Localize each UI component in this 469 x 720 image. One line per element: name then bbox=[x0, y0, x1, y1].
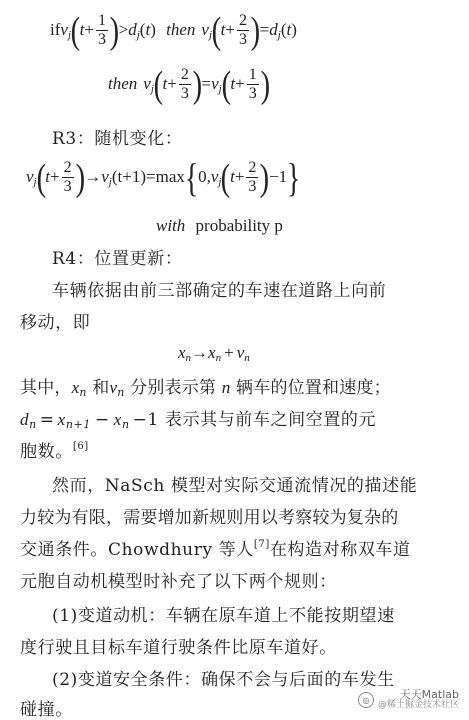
var-t: t bbox=[45, 166, 50, 186]
list-item-text: 度行驶且目标车道行驶条件比原车道好。 bbox=[20, 638, 337, 658]
var-d: d bbox=[269, 19, 278, 39]
var-v: v bbox=[201, 19, 209, 39]
sub-n: n bbox=[244, 352, 250, 364]
sub-j: j bbox=[150, 82, 154, 95]
var-d: d bbox=[128, 19, 137, 39]
var-v: v bbox=[143, 73, 151, 93]
right-paren: ) bbox=[260, 64, 270, 106]
plus-sign: + bbox=[224, 343, 234, 362]
list-item-text: 碰撞。 bbox=[20, 700, 73, 720]
left-paren: ( bbox=[221, 157, 231, 199]
paragraph-line bbox=[20, 503, 398, 528]
denominator: 3 bbox=[248, 85, 257, 102]
list-item bbox=[20, 695, 73, 720]
var-x: x bbox=[113, 410, 122, 429]
sub-n: n bbox=[29, 418, 37, 431]
paragraph-line bbox=[20, 535, 411, 560]
var-v: v bbox=[236, 343, 245, 362]
plus-sign: + bbox=[235, 73, 245, 93]
right-paren: ) bbox=[192, 64, 202, 106]
equals-sign: = bbox=[201, 73, 212, 93]
paragraph-line bbox=[52, 276, 386, 301]
numerator: 1 bbox=[97, 12, 106, 30]
sub-j: j bbox=[108, 175, 112, 188]
left-brace: { bbox=[184, 155, 199, 200]
numerator: 2 bbox=[180, 66, 189, 84]
plus-sign: + bbox=[84, 19, 94, 39]
right-paren: ) bbox=[260, 157, 270, 199]
paragraph-text: 元胞自动机模型时补充了以下两个规则： bbox=[20, 572, 337, 592]
var-t: t bbox=[162, 73, 168, 93]
left-paren: ( bbox=[211, 10, 222, 52]
fraction-one-third bbox=[247, 67, 259, 103]
if-keyword: if bbox=[50, 19, 61, 39]
right-paren: ) bbox=[109, 10, 120, 52]
left-paren: ( bbox=[36, 157, 46, 199]
watermark-title: 天天Matlab bbox=[399, 688, 459, 702]
right-paren: ) bbox=[75, 157, 85, 199]
greater-than: > bbox=[118, 19, 129, 39]
denominator: 3 bbox=[97, 31, 106, 48]
sub-j: j bbox=[218, 175, 222, 188]
equals-sign: = bbox=[259, 19, 270, 39]
fraction-two-thirds bbox=[246, 160, 258, 196]
equation-position-update bbox=[178, 343, 250, 364]
paragraph-text: 辆车的位置和速度； bbox=[236, 378, 391, 398]
var-t: t bbox=[220, 19, 226, 39]
plus-sign: + bbox=[167, 73, 177, 93]
probability-line bbox=[156, 216, 283, 236]
var-v: v bbox=[211, 73, 219, 93]
left-paren: ( bbox=[70, 10, 81, 52]
paragraph-line bbox=[52, 471, 417, 496]
zero-comma: 0, bbox=[198, 166, 211, 186]
numerator: 2 bbox=[239, 12, 247, 30]
equation-random-change bbox=[26, 155, 301, 200]
sub-n: n bbox=[185, 352, 192, 364]
sub-n: n bbox=[121, 418, 130, 431]
var-t: t bbox=[79, 19, 85, 39]
sub-j: j bbox=[67, 28, 71, 41]
right-brace: } bbox=[287, 155, 301, 200]
var-x: x bbox=[71, 378, 80, 397]
paragraph-text: 分别表示第 bbox=[130, 378, 217, 398]
var-d: d bbox=[20, 410, 30, 429]
fraction-two-thirds bbox=[62, 160, 74, 196]
minus-one: −1 bbox=[269, 166, 288, 186]
paragraph-text: 胞数。 bbox=[20, 442, 73, 462]
paragraph-text: 力较为有限，需要增加新规则用以考察较为复杂的 bbox=[20, 508, 399, 528]
sub-j: j bbox=[208, 28, 213, 41]
rule4-heading bbox=[52, 244, 182, 269]
numerator: 1 bbox=[248, 66, 257, 84]
var-x: x bbox=[208, 343, 216, 362]
numerator: 2 bbox=[248, 159, 257, 177]
t-plus-one: (t+1) bbox=[111, 166, 146, 186]
var-v: v bbox=[109, 378, 118, 397]
var-t: t bbox=[286, 19, 292, 39]
citation: [7] bbox=[253, 539, 270, 550]
paragraph-text: 在构造对称双车道 bbox=[269, 540, 411, 560]
sub-n: n bbox=[215, 352, 222, 364]
sub-j: j bbox=[33, 175, 37, 188]
list-item-text: (2)变道安全条件：确保不会与后面的车发生 bbox=[52, 670, 395, 690]
paragraph-line bbox=[20, 567, 337, 592]
list-item bbox=[52, 665, 395, 690]
plus-sign: + bbox=[234, 166, 245, 186]
paragraph-text: 表示其与前车之间空置的元 bbox=[164, 410, 377, 430]
left-paren: ( bbox=[153, 64, 163, 106]
var-x: x bbox=[178, 343, 186, 362]
var-v: v bbox=[60, 19, 68, 39]
equals-sign: = bbox=[39, 410, 55, 430]
rule4-label: R4：位置更新： bbox=[52, 249, 183, 269]
paragraph-line bbox=[20, 437, 89, 462]
list-item-text: (1)变道动机：车辆在原车道上不能按期望速 bbox=[52, 606, 395, 626]
right-paren: ) bbox=[250, 10, 261, 52]
sub-n: n bbox=[79, 386, 87, 399]
citation: [6] bbox=[72, 441, 89, 452]
sub-n-plus-1: n+1 bbox=[65, 418, 91, 431]
fraction-two-thirds bbox=[179, 67, 191, 103]
list-item bbox=[52, 601, 395, 626]
fraction-one-third bbox=[96, 13, 108, 49]
fraction-two-thirds bbox=[237, 13, 249, 49]
var-v: v bbox=[101, 166, 109, 186]
watermark bbox=[358, 689, 459, 711]
sub-n: n bbox=[117, 386, 125, 399]
list-item bbox=[20, 633, 337, 658]
sub-j: j bbox=[218, 82, 222, 95]
paragraph-text: 其中， bbox=[20, 378, 72, 398]
sub-j: j bbox=[277, 28, 281, 41]
denominator: 3 bbox=[239, 31, 247, 48]
paragraph-text: 移动，即 bbox=[20, 313, 91, 333]
max-function: max bbox=[155, 166, 185, 186]
denominator: 3 bbox=[180, 85, 189, 102]
var-x: x bbox=[57, 410, 66, 429]
var-v: v bbox=[26, 166, 34, 186]
paragraph-text: 车辆依据由前三部确定的车速在道路上向前 bbox=[52, 281, 387, 301]
paragraph-line bbox=[20, 373, 391, 399]
rule3-label: R3：随机变化： bbox=[52, 129, 183, 149]
with-keyword: with bbox=[156, 216, 186, 235]
var-t: t bbox=[230, 166, 235, 186]
equals-sign: = bbox=[146, 166, 156, 186]
then-keyword: then bbox=[166, 19, 196, 39]
watermark-text bbox=[378, 689, 459, 711]
paragraph-text: 交通条件。Chowdhury 等人 bbox=[20, 540, 254, 560]
rule3-heading bbox=[52, 124, 182, 149]
equation-if-then: ifv$_j$(t+ $\frac{1}{3}$ )$>d_j(t)$ then $v_j(t+$ $\frac{2}{3}$ )$=d_j(t)$ bbox=[50, 10, 297, 52]
var-t: t bbox=[230, 73, 236, 93]
minus-one: −1 bbox=[132, 410, 159, 430]
wechat-icon: ◎ bbox=[358, 692, 374, 708]
var-n: n bbox=[221, 378, 231, 397]
left-paren: ( bbox=[221, 64, 231, 106]
arrow-symbol: → bbox=[191, 343, 209, 362]
paragraph-line bbox=[20, 405, 376, 431]
var-t: t bbox=[145, 19, 151, 39]
denominator: 3 bbox=[63, 178, 72, 195]
then-keyword: then bbox=[108, 73, 138, 93]
numerator: 2 bbox=[63, 159, 72, 177]
plus-sign: + bbox=[50, 166, 60, 186]
watermark-subtitle: @稀土掘金技术社区 bbox=[377, 700, 459, 711]
arrow-symbol: → bbox=[84, 166, 102, 186]
sub-j: j bbox=[136, 28, 140, 41]
equation-then-assign bbox=[108, 66, 269, 104]
paragraph-text: 和 bbox=[92, 378, 110, 398]
paragraph-text: 然而，NaSch 模型对实际交通流情况的描述能 bbox=[52, 476, 418, 496]
minus-sign: − bbox=[94, 410, 110, 430]
paragraph-line bbox=[20, 308, 90, 333]
var-v: v bbox=[210, 166, 219, 186]
probability-text: probability p bbox=[195, 216, 283, 235]
plus-sign: + bbox=[225, 19, 235, 39]
denominator: 3 bbox=[248, 178, 257, 195]
